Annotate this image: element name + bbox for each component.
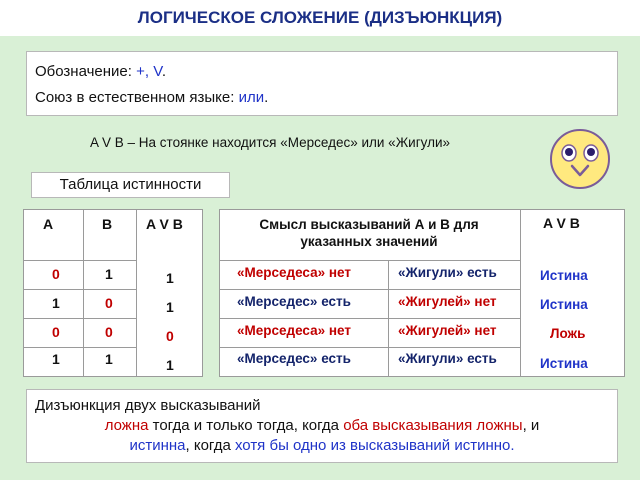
- conclusion-line1: Дизъюнкция двух высказываний: [35, 397, 261, 414]
- truth-table-label: Таблица истинности: [31, 172, 230, 198]
- meaning-row3-b: «Жигулей» нет: [398, 323, 497, 338]
- row1-result: 1: [166, 270, 174, 286]
- example-sentence: A V B – На стоянке находится «Мерседес» или «Жигули»: [90, 135, 450, 150]
- conjunction-line: [35, 85, 609, 111]
- conjunction-word: или: [238, 89, 265, 106]
- conclusion-false-word: ложна: [104, 417, 149, 434]
- meaning-row1-a: «Мерседеса» нет: [237, 265, 351, 280]
- header-result: A V B: [543, 215, 580, 231]
- conjunction-end: .: [264, 89, 269, 106]
- meaning-row1-b: «Жигули» есть: [398, 265, 497, 280]
- meaning-row4-result: Истина: [540, 356, 588, 371]
- conclusion-text-c: , когда: [185, 437, 235, 454]
- notation-box: [26, 51, 618, 116]
- conclusion-box: [26, 389, 618, 463]
- meaning-table: [219, 209, 625, 377]
- meaning-row3-result: Ложь: [550, 326, 586, 341]
- conclusion-line2: [35, 416, 609, 436]
- notation-symbols: +, V: [136, 63, 162, 80]
- row2-b: 0: [105, 295, 113, 311]
- notation-line: [35, 59, 609, 85]
- header-a: A: [43, 216, 54, 232]
- meaning-row2-result: Истина: [540, 297, 588, 312]
- notation-end: .: [161, 63, 167, 80]
- truth-table: [23, 209, 203, 377]
- row4-b: 1: [105, 351, 113, 367]
- row4-a: 1: [52, 351, 60, 367]
- row3-a: 0: [52, 324, 60, 340]
- conclusion-line3: [35, 436, 609, 456]
- row3-result: 0: [166, 328, 174, 344]
- row4-result: 1: [166, 357, 174, 373]
- meaning-row2-b: «Жигулей» нет: [398, 294, 497, 309]
- smiley-face-icon: [549, 128, 611, 190]
- meaning-row2-a: «Мерседес» есть: [237, 294, 351, 309]
- header-b: B: [102, 216, 113, 232]
- conclusion-text-a: тогда и только тогда, когда: [148, 417, 344, 434]
- meaning-row4-b: «Жигули» есть: [398, 351, 497, 366]
- row1-a: 0: [52, 266, 60, 282]
- header-meaning: Смысл высказываний А и В для указанных значений: [259, 217, 479, 249]
- conclusion-text-b: , и: [522, 417, 540, 434]
- meaning-row3-a: «Мерседеса» нет: [237, 323, 351, 338]
- page-title: ЛОГИЧЕСКОЕ СЛОЖЕНИЕ (ДИЗЪЮНКЦИЯ): [0, 0, 640, 36]
- meaning-row1-result: Истина: [540, 268, 588, 283]
- conjunction-label: Союз в естественном языке:: [35, 89, 239, 106]
- meaning-row4-a: «Мерседес» есть: [237, 351, 351, 366]
- conclusion-one-true: хотя бы одно из высказываний истинно.: [234, 437, 515, 454]
- conclusion-both-false: оба высказывания ложны: [343, 417, 523, 434]
- row3-b: 0: [105, 324, 113, 340]
- conclusion-true-word: истинна: [129, 437, 186, 454]
- header-a-or-b: A V B: [146, 216, 183, 232]
- row1-b: 1: [105, 266, 113, 282]
- row2-a: 1: [52, 295, 60, 311]
- notation-label: Обозначение:: [35, 63, 137, 80]
- row2-result: 1: [166, 299, 174, 315]
